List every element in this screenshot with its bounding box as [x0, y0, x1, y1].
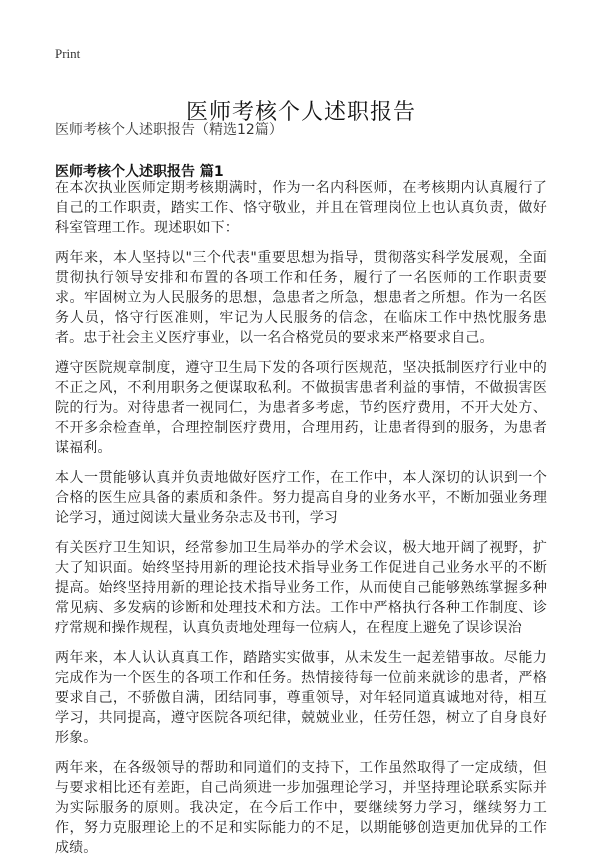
document-title: 医师考核个人述职报告 — [185, 99, 416, 125]
document-subtitle: 医师考核个人述职报告（精选12篇） — [55, 122, 283, 138]
paragraph: 两年来，本人认认真真工作，踏踏实实做事，从未发生一起差错事故。尽能力完成作为一个医生的各项工作和任务。热情接待每一位前来就诊的患者，严格要求自己，不骄傲自满，团结同事，尊重领导，对年轻同道真诚地对待，相互学习，共同提高，遵守医院各项纪律，兢兢业业，任劳任怨，树立了自身良好形象。 — [55, 650, 547, 746]
paragraph: 两年来，本人坚持以"三个代表"重要思想为指导，贯彻落实科学发展观，全面贯彻执行领导安排和布置的各项工作和任务，履行了一名医师的工作职责要求。牢固树立为人民服务的思想，急患者之所急，想患者之所想。作为一名医务人员，恪守行医准则，牢记为人民服务的信念，在临床工作中热忱服务患者。忠于社会主义医疗事业，以一名合格党员的要求来严格要求自己。 — [55, 250, 547, 346]
paragraph: 本人一贯能够认真并负责地做好医疗工作，在工作中，本人深切的认识到一个合格的医生应具备的素质和条件。努力提高自身的业务水平，不断加强业务理论学习，通过阅读大量业务杂志及书刊，学习 — [55, 470, 547, 526]
section-heading: 医师考核个人述职报告 篇1 — [55, 163, 224, 180]
paragraph: 在本次执业医师定期考核期满时，作为一名内科医师，在考核期内认真履行了自己的工作职责，踏实工作、恪守敬业，并且在管理岗位上也认真负责，做好科室管理工作。现述职如下： — [55, 180, 547, 236]
document-body — [55, 178, 547, 868]
paragraph: 遵守医院规章制度，遵守卫生局下发的各项行医规范，坚决抵制医疗行业中的不正之风，不利用职务之便谋取私利。不做损害患者利益的事情，不做损害医院的行为。对待患者一视同仁，为患者多考虑，节约医疗费用，不开大处方、不开多余检查单，合理控制医疗费用，合理用药，让患者得到的服务，为患者谋福利。 — [55, 360, 547, 456]
paragraph: 两年来，在各级领导的帮助和同道们的支持下，工作虽然取得了一定成绩，但与要求相比还有差距，自己尚须进一步加强理论学习，并坚持理论联系实际并为实际服务的原则。我决定，在今后工作中，要继续努力学习，继续努力工作，努力克服理论上的不足和实际能力的不足，以期能够创造更加优异的工作成绩。 — [55, 760, 547, 856]
paragraph: 有关医疗卫生知识，经常参加卫生局举办的学术会议，极大地开阔了视野，扩大了知识面。始终坚持用新的理论技术指导业务工作促进自己业务水平的不断提高。始终坚持用新的理论技术指导业务工作，从而使自己能够熟练掌握多种常见病、多发病的诊断和处理技术和方法。工作中严格执行各种工作制度、诊疗常规和操作规程，认真负责地处理每一位病人，在程度上避免了误诊误治 — [55, 540, 547, 636]
print-link[interactable]: Print — [55, 46, 81, 61]
